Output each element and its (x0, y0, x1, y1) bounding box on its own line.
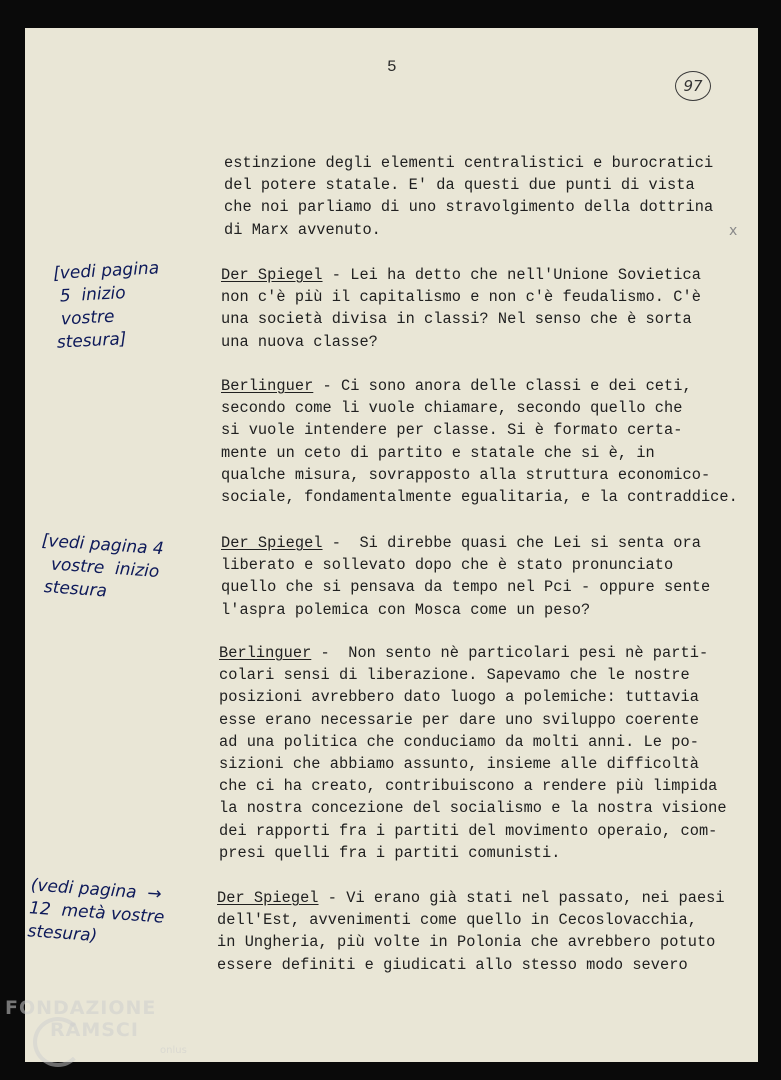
annotation-line: stesura (37, 576, 108, 602)
text-line (219, 777, 717, 795)
annotation-line: 5 inizio (53, 283, 127, 307)
line-text: esse erano necessarie per dare uno sviluppo coerente (219, 710, 699, 729)
annotation-line: [vedi pagina (52, 258, 160, 284)
fondazione-gramsci-logo (5, 997, 205, 1056)
page-number: 5 (387, 58, 397, 76)
line-text: presi quelli fra i partiti comunisti. (219, 843, 561, 862)
margin-annotation (38, 530, 165, 607)
speaker-name: Der Spiegel (217, 889, 319, 907)
text-line (219, 822, 717, 840)
line-text: si vuole intendere per classe. Si è formato certa- (221, 421, 683, 440)
line-text: liberato e sollevato dopo che è stato pronunciato (221, 556, 674, 575)
text-line (219, 755, 699, 773)
text-line (217, 956, 688, 974)
line-text: la nostra concezione del socialismo e la nostra visione (219, 799, 727, 818)
text-line (221, 601, 590, 619)
text-line (221, 444, 655, 462)
speaker-name: Der Spiegel (221, 534, 323, 552)
line-text: estinzione degli elementi centralistici e burocratici (224, 154, 714, 172)
text-line (224, 176, 695, 194)
text-line (221, 310, 692, 328)
line-text: non c'è più il capitalismo e non c'è feudalismo. C'è (221, 288, 701, 307)
text-line (219, 644, 708, 662)
text-line (221, 421, 682, 439)
logo-g-icon (33, 1017, 83, 1067)
annotation-line: [vedi pagina 4 (41, 530, 165, 560)
line-text: qualche misura, sovrapposto alla struttura economico- (221, 465, 711, 484)
text-line (219, 733, 699, 751)
annotation-line: 12 metà vostre (28, 898, 165, 928)
text-line (219, 688, 699, 706)
line-text: del potere statale. E' da questi due punti di vista (224, 176, 695, 195)
text-line (224, 198, 713, 216)
text-line (219, 799, 727, 817)
document-page (25, 28, 758, 1062)
annotation-line: vostre (55, 306, 115, 330)
line-text: quello che si pensava da tempo nel Pci - oppure sente (221, 578, 711, 597)
line-text: posizioni avrebbero dato luogo a polemiche: tuttavia (219, 688, 699, 707)
line-text: una nuova classe? (221, 332, 378, 351)
margin-annotation (53, 257, 164, 354)
line-text: essere definiti e giudicati allo stesso modo severo (217, 955, 688, 974)
line-text: dell'Est, avvenimenti come quello in Cecoslovacchia, (217, 911, 697, 930)
annotation-line: stesura] (56, 329, 127, 353)
stray-pencil-mark: x (729, 223, 738, 239)
text-line (221, 399, 682, 417)
text-line (221, 288, 701, 306)
line-text: mente un ceto di partito e statale che si è, in (221, 443, 655, 462)
text-line (219, 844, 561, 862)
line-text: - Lei ha detto che nell'Unione Sovietica (322, 266, 701, 284)
text-line (221, 578, 710, 596)
line-text: - Non sento nè particolari pesi nè parti- (311, 644, 709, 662)
text-line (221, 466, 710, 484)
text-line (219, 666, 690, 684)
text-line (217, 933, 715, 951)
line-text: secondo come li vuole chiamare, secondo quello che (221, 399, 683, 418)
speaker-name: Berlinguer (221, 377, 314, 395)
logo-line3: onlus (160, 1045, 187, 1056)
annotation-line: (vedi pagina → (30, 875, 163, 905)
line-text: l'aspra polemica con Mosca come un peso? (221, 600, 591, 619)
text-line (221, 266, 701, 284)
text-line (221, 556, 673, 574)
line-text: - Vi erano già stati nel passato, nei paesi (318, 889, 725, 907)
line-text: che ci ha creato, contribuiscono a rendere più limpida (219, 777, 718, 796)
line-text: dei rapporti fra i partiti del movimento operaio, com- (219, 821, 718, 840)
text-line (224, 154, 713, 172)
line-text: - Ci sono anora delle classi e dei ceti, (313, 377, 692, 395)
line-text: ad una politica che conduciamo da molti anni. Le po- (219, 732, 699, 751)
annotation-line: vostre inizio (39, 553, 160, 583)
text-line (221, 488, 738, 506)
text-line (221, 333, 378, 351)
logo-line2: RAMSCI (50, 1019, 139, 1041)
text-line (217, 889, 725, 907)
logo-line1: FONDAZIONE (5, 997, 157, 1019)
text-line (217, 911, 697, 929)
line-text: colari sensi di liberazione. Sapevamo che le nostre (219, 666, 690, 685)
text-line (219, 711, 699, 729)
text-line (224, 221, 381, 239)
archive-number-stamp: 97 (675, 71, 711, 101)
speaker-name: Der Spiegel (221, 266, 323, 284)
annotation-line: stesura) (26, 921, 98, 947)
line-text: in Ungheria, più volte in Polonia che avrebbero potuto (217, 933, 716, 952)
line-text: sociale, fondamentalmente egualitaria, e la contraddice. (221, 488, 738, 506)
line-text: che noi parliamo di uno stravolgimento della dottrina (224, 198, 714, 217)
speaker-name: Berlinguer (219, 644, 312, 662)
text-line (221, 534, 701, 552)
line-text: una società divisa in classi? Nel senso che è sorta (221, 310, 692, 329)
line-text: - Si direbbe quasi che Lei si senta ora (322, 534, 701, 552)
line-text: sizioni che abbiamo assunto, insieme alle difficoltà (219, 755, 699, 773)
margin-annotation (27, 874, 167, 952)
text-line (221, 377, 692, 395)
line-text: di Marx avvenuto. (224, 220, 381, 239)
